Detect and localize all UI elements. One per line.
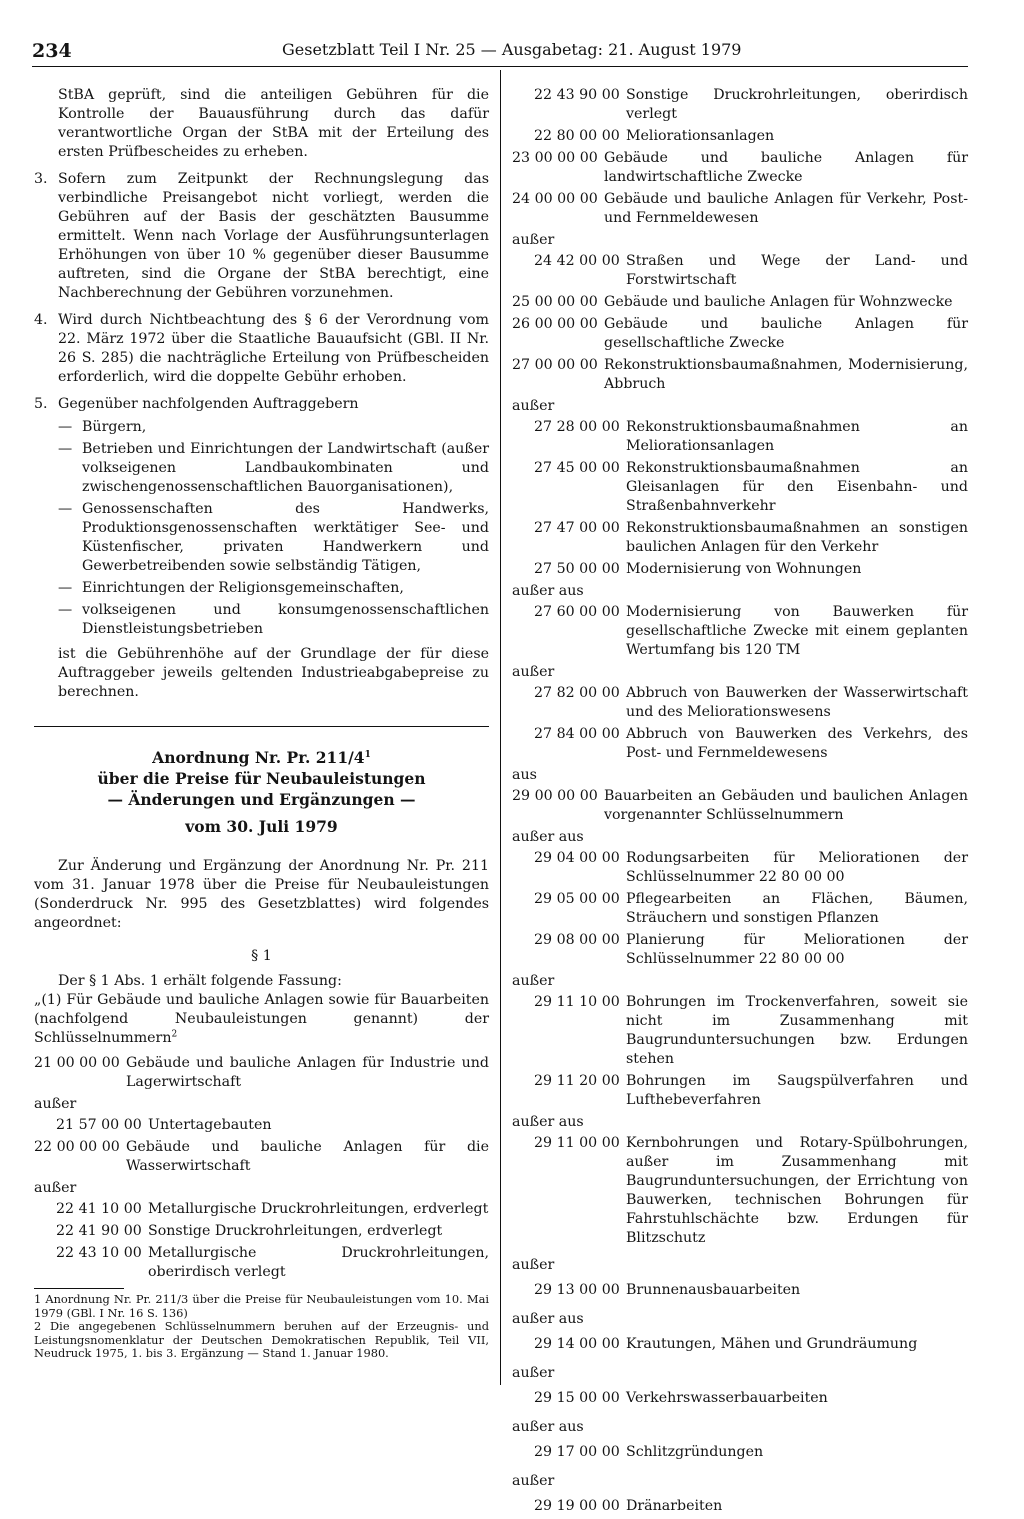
code-row: 22 41 10 00 Metallurgische Druckrohrleitungen, erdverlegt [56,1201,489,1217]
code-row: 27 50 00 00 Modernisierung von Wohnungen [534,561,862,577]
intro-continuation: StBA geprüft, sind die anteiligen Gebühren für die Kontrolle der Bauausführung durch das dafür verantwortliche Organ der StBA mit der Erteilung des ersten Prüfbescheides zu erheben. [58,87,489,160]
exception-label: außer [512,664,555,680]
exception-label: aus [512,767,537,783]
code-row: 29 11 20 00 Bohrungen im Saugspülverfahren und Lufthebeverfahren [534,1073,968,1108]
quote-footnote-ref: 2 [171,1029,178,1040]
exception-label: außer [512,1473,555,1489]
code-row: 27 28 00 00 Rekonstruktionsbaumaßnahmen an Meliorationsanlagen [534,419,968,454]
code-row: 22 43 90 00 Sonstige Druckrohrleitungen, oberirdisch verlegt [534,87,968,122]
item-text: Wird durch Nichtbeachtung des § 6 der Verordnung vom 22. März 1972 über die Staatliche Bauaufsicht (GBl. II Nr. 26 S. 285) die nachträgliche Erteilung von Prüfbescheiden erforderlich, wird die doppelte Gebühr erhoben. [58,312,489,385]
code-row: 23 00 00 00 Gebäude und bauliche Anlagen für landwirtschaftliche Zwecke [512,150,968,185]
list-item-5 [34,395,489,414]
code-row: 27 84 00 00 Abbruch von Bauwerken des Verkehrs, des Post- und Fernmeldewesens [534,726,968,761]
right-column [512,86,968,1519]
list-item-4 [34,311,489,387]
item-text: Gegenüber nachfolgenden Auftraggebern [58,396,359,412]
code-row: 22 00 00 00 Gebäude und bauliche Anlagen für die Wasserwirtschaft [34,1139,489,1174]
item-number: 5. [34,396,48,412]
heading-line-2: über die Preise für Neubauleistungen [97,769,426,788]
code-row: 29 00 00 00 Bauarbeiten an Gebäuden und baulichen Anlagen vorgenannter Schlüsselnummern [512,788,968,823]
code-row: 29 04 00 00 Rodungsarbeiten für Meliorationen der Schlüsselnummer 22 80 00 00 [534,850,968,885]
code-row: 29 05 00 00 Pflegearbeiten an Flächen, Bäumen, Sträuchern und sonstigen Pflanzen [534,891,968,926]
footnote-1: 1 Anordnung Nr. Pr. 211/3 über die Preise für Neubauleistungen vom 10. Mai 1979 (GBl. I Nr. 16 S. 136) [34,1292,489,1320]
exception-label: außer [512,973,555,989]
section-number: § 1 [251,948,272,964]
code-row: 27 00 00 00 Rekonstruktionsbaumaßnahmen, Modernisierung, Abbruch [512,357,968,392]
dash-item: — volkseigenen und konsumgenossenschaftlichen Dienstleistungsbetrieben [58,602,489,637]
exception-label: außer [512,232,555,248]
heading-date: vom 30. Juli 1979 [185,817,338,836]
journal-title: Gesetzblatt Teil I Nr. 25 — Ausgabetag: 21. August 1979 [282,40,742,59]
dash-item: — Betrieben und Einrichtungen der Landwirtschaft (außer volkseigenen Landbaukombinaten und zwischengenossenschaftlichen Bauorganisationen), [58,441,489,495]
footnote-2: 2 Die angegebenen Schlüsselnummern beruhen auf der Erzeugnis- und Leistungsnomenklatur der Deutschen Demokratischen Republik, Teil VII, Neudruck 1975, 1. bis 3. Ergänzung — Stand 1. Januar 1980. [34,1319,489,1360]
list-item-3 [34,170,489,303]
item-text: Sofern zum Zeitpunkt der Rechnungslegung das verbindliche Preisangebot nicht vorliegt, werden die Gebühren auf der Basis der geschätzten Bausumme ermittelt. Wenn nach Vorlage der Ausführungsunterlagen Erhöhungen von über 10 % gegenüber dieser Bausumme auftreten, sind die Organe der StBA berechtigt, eine Nachberechnung der Gebühren vorzunehmen. [58,171,489,301]
dash-list [34,418,489,702]
dash-item: — Genossenschaften des Handwerks, Produktionsgenossenschaften werktätiger See- und Küstenfischer, privaten Handwerkern und Gewerbetreibenden sowie selbständig Tätigen, [58,501,489,574]
code-row: 25 00 00 00 Gebäude und bauliche Anlagen für Wohnzwecke [512,294,953,310]
exception-label: außer [512,1257,555,1273]
code-row: 22 41 90 00 Sonstige Druckrohrleitungen, erdverlegt [56,1223,443,1239]
code-row: 29 13 00 00 Brunnenausbauarbeiten [534,1282,801,1298]
exception-label: außer aus [512,1419,584,1435]
code-row: 27 45 00 00 Rekonstruktionsbaumaßnahmen an Gleisanlagen für den Eisenbahn- und Straßenbahnverkehr [534,460,968,514]
code-row: 21 00 00 00 Gebäude und bauliche Anlagen für Industrie und Lagerwirtschaft [34,1055,489,1090]
dash-item: — Bürgern, [58,419,147,435]
code-row: 27 47 00 00 Rekonstruktionsbaumaßnahmen an sonstigen baulichen Anlagen für den Verkehr [534,520,968,555]
code-row: 24 00 00 00 Gebäude und bauliche Anlagen für Verkehr, Post- und Fernmeldewesen [512,191,968,226]
exception-label: außer aus [512,829,584,845]
code-row: 22 43 10 00 Metallurgische Druckrohrleitungen, oberirdisch verlegt [56,1245,489,1280]
heading-footnote-ref: 1 [364,749,371,760]
header-rule [32,66,968,67]
item-number: 4. [34,312,48,328]
exception-label: außer aus [512,1114,584,1130]
code-row: 29 17 00 00 Schlitzgründungen [534,1444,764,1460]
code-row: 26 00 00 00 Gebäude und bauliche Anlagen für gesellschaftliche Zwecke [512,316,968,351]
code-row: 29 15 00 00 Verkehrswasserbauarbeiten [534,1390,828,1406]
document-heading [34,747,489,837]
item-number: 3. [34,171,48,187]
footnote-rule [34,1288,124,1289]
section-intro: Der § 1 Abs. 1 erhält folgende Fassung: [58,973,342,989]
exception-label: außer [512,1365,555,1381]
code-row: 29 11 00 00 Kernbohrungen und Rotary-Spülbohrungen, außer im Zusammenhang mit Baugrunduntersuchungen, der Errichtung von Bauwerken, technischen Bohrungen für Fahrstuhlschächte bzw. Erdungen für Blitzschutz [534,1135,968,1246]
code-row: 29 19 00 00 Dränarbeiten [534,1498,723,1514]
exception-label: außer aus [512,583,584,599]
code-row: 24 42 00 00 Straßen und Wege der Land- und Forstwirtschaft [534,253,968,288]
code-row: 29 11 10 00 Bohrungen im Trockenverfahren, soweit sie nicht im Zusammenhang mit Baugrunduntersuchungen bzw. Erdungen stehen [534,994,968,1067]
code-row: 27 60 00 00 Modernisierung von Bauwerken für gesellschaftliche Zwecke mit einem geplanten Wertumfang bis 120 TM [534,604,968,658]
code-row: 22 80 00 00 Meliorationsanlagen [534,128,775,144]
page-number: 234 [32,40,72,62]
closing-text: ist die Gebührenhöhe auf der Grundlage der für diese Auftraggeber jeweils geltenden Industrieabgabepreise zu berechnen. [58,646,489,700]
exception-label: außer [34,1096,77,1112]
code-row: 29 14 00 00 Krautungen, Mähen und Grundräumung [534,1336,918,1352]
preamble: Zur Änderung und Ergänzung der Anordnung Nr. Pr. 211 vom 31. Januar 1978 über die Preise für Neubauleistungen (Sonderdruck Nr. 995 des Gesetzblattes) wird folgendes angeordnet: [34,858,489,931]
left-column [34,86,489,1361]
code-row: 21 57 00 00 Untertagebauten [56,1117,272,1133]
dash-item: — Einrichtungen der Religionsgemeinschaften, [58,580,404,596]
heading-line-1: Anordnung Nr. Pr. 211/4 [152,748,365,767]
code-row: 27 82 00 00 Abbruch von Bauwerken der Wasserwirtschaft und des Meliorationswesens [534,685,968,720]
exception-label: außer aus [512,1311,584,1327]
column-divider [500,70,501,1385]
quote-start: „(1) Für Gebäude und bauliche Anlagen sowie für Bauarbeiten (nachfolgend Neubauleistungen genannt) der Schlüsselnummern [34,992,489,1046]
exception-label: außer [34,1180,77,1196]
code-row: 29 08 00 00 Planierung für Meliorationen der Schlüsselnummer 22 80 00 00 [534,932,968,967]
section-separator [34,726,489,727]
heading-line-3: — Änderungen und Ergänzungen — [107,790,416,809]
exception-label: außer [512,398,555,414]
